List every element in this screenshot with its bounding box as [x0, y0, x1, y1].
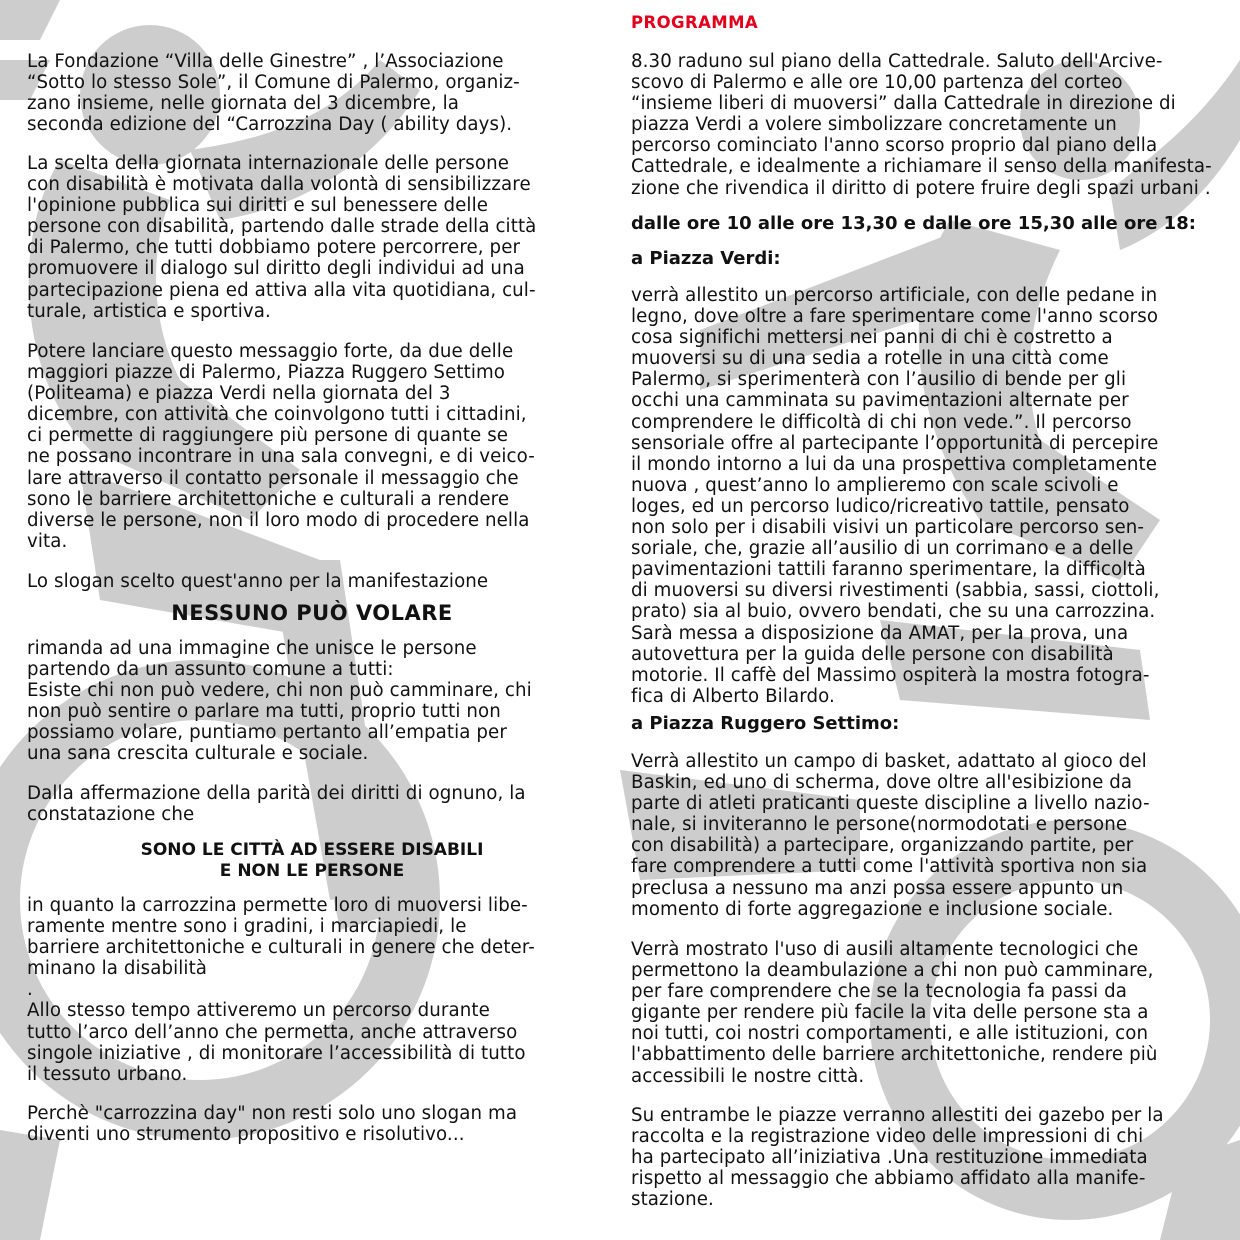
- hours-heading: dalle ore 10 alle ore 13,30 e dalle ore 15,30 alle ore 18:: [631, 213, 1196, 234]
- text-line: scovo di Palermo e alle ore 10,00 partenza del corteo: [631, 72, 1123, 94]
- intro-paragraph: [27, 51, 520, 135]
- text-line: lare attraverso il contatto personale il messaggio che: [27, 467, 519, 489]
- text-line: di muoversi su diversi rivestimenti (sabbia, sassi, ciottoli,: [631, 580, 1160, 602]
- text-line: occhi una camminata su pavimentazioni alternate per: [631, 390, 1129, 412]
- text-line: Potere lanciare questo messaggio forte, da due delle: [27, 341, 514, 362]
- text-line: Lo slogan scelto quest'anno per la manifestazione: [27, 571, 489, 592]
- slogan-paragraph: [27, 638, 532, 765]
- text-line: ramente mentre sono i gradini, i marciapiedi, le: [27, 916, 467, 938]
- slogan-line: SONO LE CITTÀ AD ESSERE DISABILI: [140, 840, 484, 860]
- gazebo-paragraph: [631, 1105, 1164, 1210]
- text-line: ne possano incontrare in una sala convegni, e di veico-: [27, 446, 535, 468]
- text-line: possiamo volare, puntiamo pertanto all’empatia per: [27, 722, 507, 744]
- text-line: minano la disabilità: [27, 958, 208, 980]
- text-line: .: [27, 979, 33, 1001]
- text-line: Perchè "carrozzina day" non resti solo uno slogan ma: [27, 1103, 518, 1124]
- text-line: soriale, che, grazie all’ausilio di un corrimano e a delle: [631, 538, 1134, 560]
- schedule-paragraph: [631, 51, 1212, 199]
- text-line: motorie. Il caffè del Massimo ospiterà la mostra fotogra-: [631, 664, 1150, 686]
- text-line: diventi uno strumento propositivo e risolutivo...: [27, 1124, 465, 1146]
- text-line: diverse le persone, non il loro modo di procedere nella: [27, 509, 530, 531]
- text-line: partendo da un assunto comune a tutti:: [27, 659, 394, 681]
- text-line: pavimentazioni tattili faranno sperimentare, la difficoltà: [631, 559, 1146, 581]
- text-line: legno, dove oltre a fare sperimentare come l'anno scorso: [631, 306, 1159, 328]
- text-line: parte di atleti praticanti queste discipline a livello nazio-: [631, 793, 1150, 815]
- text-line: fare comprendere a tutti come l'attività sportiva non sia: [631, 856, 1148, 878]
- text-line: in quanto la carrozzina permette loro di muoversi libe-: [27, 895, 528, 916]
- text-line: percorso cominciato l'anno scorso proprio dal piano della: [631, 135, 1158, 157]
- text-line: constatazione che: [27, 804, 195, 826]
- text-line: permettono la deambulazione a chi non può camminare,: [631, 960, 1154, 982]
- motivation-paragraph: [27, 153, 536, 322]
- text-line: vita.: [27, 530, 68, 552]
- text-line: con disabilità) a partecipare, organizzando partite, per: [631, 835, 1134, 857]
- text-line: gigante per rendere più facile la vita delle persone sta a: [631, 1002, 1149, 1024]
- text-line: La Fondazione “Villa delle Ginestre” , l’Associazione: [27, 51, 504, 72]
- text-line: “insieme liberi di muoversi” dalla Cattedrale in direzione di: [631, 93, 1176, 115]
- text-line: l'abbattimento delle barriere architettoniche, rendere più: [631, 1044, 1158, 1066]
- text-line: turale, artistica e sportiva.: [27, 300, 271, 322]
- text-line: singole iniziative , di monitorare l’accessibilità di tutto: [27, 1042, 526, 1064]
- text-line: comprendere le difficoltà di chi non vede.”. Il percorso: [631, 411, 1132, 433]
- text-line: fica di Alberto Bilardo.: [631, 685, 835, 707]
- text-line: non solo per i disabili visivi un particolare percorso sen-: [631, 517, 1145, 539]
- text-line: l'opinione pubblica sui diritti e sul benessere delle: [27, 195, 489, 217]
- text-line: noi tutti, coi nostri comportamenti, e alle istituzioni, con: [631, 1023, 1149, 1045]
- text-line: non può sentire o parlare ma tutti, proprio tutti non: [27, 701, 501, 723]
- piazza-ruggero-settimo-heading: a Piazza Ruggero Settimo:: [631, 713, 900, 734]
- text-line: Verrà allestito un campo di basket, adattato al gioco del: [631, 751, 1147, 772]
- text-line: muoversi su di una sedia a rotelle in una città come: [631, 348, 1109, 370]
- text-line: momento di forte aggregazione e inclusione sociale.: [631, 898, 1114, 920]
- piazza-verdi-heading: a Piazza Verdi:: [631, 248, 781, 269]
- text-line: prato) sia al buio, ovvero bendati, che su una carrozzina.: [631, 601, 1156, 623]
- text-line: sono le barriere architettoniche e culturali a rendere: [27, 488, 510, 510]
- text-line: loges, ed un percorso ludico/ricreativo tattile, pensato: [631, 495, 1130, 517]
- text-line: dicembre, con attività che coinvolgono tutti i cittadini,: [27, 404, 527, 426]
- text-line: accessibili le nostre città.: [631, 1065, 865, 1087]
- text-line: preclusa a nessuno ma anzi possa essere appunto un: [631, 877, 1124, 899]
- text-line: (Politeama) e piazza Verdi nella giornata del 3: [27, 383, 451, 405]
- text-line: persone con disabilità, partendo dalle strade della città: [27, 216, 537, 238]
- text-line: Su entrambe le piazze verranno allestiti dei gazebo per la: [631, 1105, 1164, 1126]
- piazza-ruggero-paragraph: [631, 751, 1150, 920]
- text-line: rimanda ad una immagine che unisce le persone: [27, 638, 477, 659]
- text-line: Sarà messa a disposizione da AMAT, per la prova, una: [631, 622, 1129, 644]
- text-line: per fare comprendere che se la tecnologia fa passi da: [631, 981, 1127, 1003]
- slogan-intro: [27, 571, 488, 592]
- rights-paragraph: [27, 783, 526, 825]
- text-line: ci permette di raggiungere più persone di quante se: [27, 425, 509, 447]
- text-line: nale, si inviteranno le persone(normodotati e persone: [631, 814, 1128, 836]
- text-line: stazione.: [631, 1189, 714, 1211]
- text-line: verrà allestito un percorso artificiale, con delle pedane in: [631, 285, 1158, 306]
- text-line: sensoriale offre al partecipante l’opportunità di percepire: [631, 432, 1159, 454]
- text-line: il tessuto urbano.: [27, 1063, 188, 1085]
- text-line: autovettura per la guida delle persone con disabilità: [631, 643, 1114, 665]
- text-line: Verrà mostrato l'uso di ausili altamente tecnologici che: [631, 939, 1139, 960]
- closing-paragraph: [27, 1103, 517, 1145]
- text-line: Baskin, ed uno di scherma, dove oltre all'esibizione da: [631, 772, 1133, 794]
- text-line: zione che rivendica il diritto di potere fruire degli spazi urbani .: [631, 177, 1211, 199]
- text-line: nuova , quest’anno lo amplieremo con scale scivoli e: [631, 474, 1119, 496]
- text-line: maggiori piazze di Palermo, Piazza Ruggero Settimo: [27, 362, 506, 384]
- text-line: 8.30 raduno sul piano della Cattedrale. Saluto dell'Arcive-: [631, 51, 1163, 72]
- text-line: seconda edizione del “Carrozzina Day ( ability days).: [27, 114, 513, 136]
- text-line: di Palermo, che tutti dobbiamo potere percorrere, per: [27, 237, 521, 259]
- text-line: Cattedrale, e idealmente a richiamare il senso della manifesta-: [631, 156, 1212, 178]
- text-line: promuovere il dialogo sul diritto degli individui ad una: [27, 258, 525, 280]
- text-line: il mondo intorno a lui da una prospettiva completamente: [631, 453, 1158, 475]
- text-line: Dalla affermazione della parità dei diritti di ognuno, la: [27, 783, 526, 804]
- text-line: rispetto al messaggio che abbiamo affidato alla manife-: [631, 1168, 1146, 1190]
- text-line: cosa significhi mettersi nei panni di chi è costretto a: [631, 327, 1113, 349]
- message-paragraph: [27, 341, 535, 552]
- wheelchair-paragraph: [27, 895, 535, 1085]
- text-line: raccolta e la registrazione video delle impressioni di chi: [631, 1126, 1144, 1148]
- technology-paragraph: [631, 939, 1158, 1087]
- text-line: piazza Verdi a volere simbolizzare concretamente un: [631, 114, 1117, 136]
- text-line: Palermo, si sperimenterà con l’ausilio di bende per gli: [631, 369, 1127, 391]
- text-line: partecipazione piena ed attiva alla vita quotidiana, cul-: [27, 279, 536, 301]
- programma-title: PROGRAMMA: [631, 13, 759, 32]
- text-line: tutto l’arco dell’anno che permetta, anche attraverso: [27, 1021, 518, 1043]
- text-line: una sana crescita culturale e sociale.: [27, 743, 369, 765]
- text-line: Esiste chi non può vedere, chi non può camminare, chi: [27, 680, 532, 702]
- text-line: ha partecipato all’iniziativa .Una restituzione immediata: [631, 1147, 1148, 1169]
- cities-slogan: [27, 840, 597, 882]
- text-line: La scelta della giornata internazionale delle persone: [27, 153, 510, 174]
- text-line: Allo stesso tempo attiveremo un percorso durante: [27, 1000, 490, 1022]
- text-line: barriere architettoniche e culturali in genere che deter-: [27, 937, 535, 959]
- slogan-heading: NESSUNO PUÒ VOLARE: [171, 601, 453, 625]
- text-line: “Sotto lo stesso Sole”, il Comune di Palermo, organiz-: [27, 72, 520, 94]
- piazza-verdi-paragraph: [631, 285, 1159, 707]
- text-line: zano insieme, nelle giornata del 3 dicembre, la: [27, 93, 459, 115]
- text-line: con disabilità è motivata dalla volontà di sensibilizzare: [27, 174, 531, 196]
- slogan-line: E NON LE PERSONE: [219, 861, 405, 881]
